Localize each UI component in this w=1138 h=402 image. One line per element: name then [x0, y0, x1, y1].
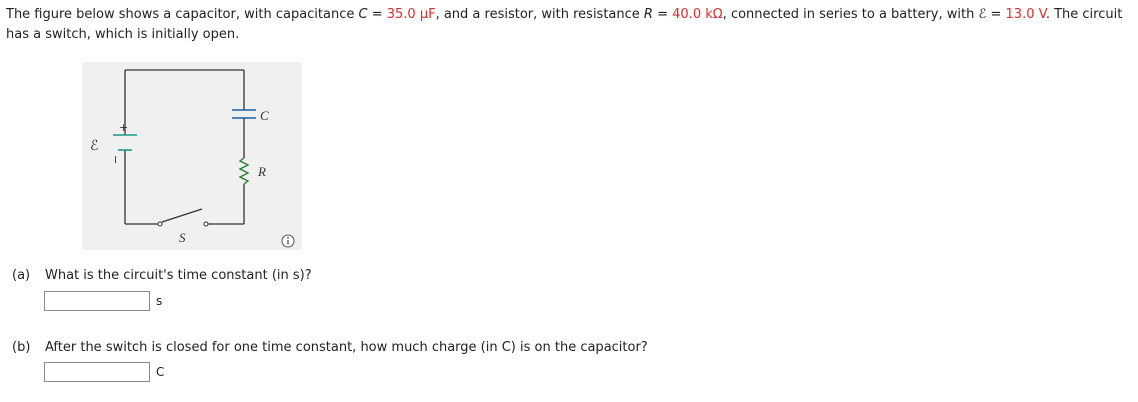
problem-statement [6, 5, 1134, 45]
circuit-diagram [82, 62, 302, 250]
emf-label: ℰ [90, 138, 99, 154]
switch-terminal-left [158, 222, 162, 226]
intro-text: = [986, 7, 1006, 22]
part-a-answer-row [44, 291, 162, 311]
info-circle-icon[interactable] [281, 233, 295, 252]
part-a-text: What is the circuit's time constant (in s)? [45, 268, 312, 283]
part-b-text: After the switch is closed for one time constant, how much charge (in C) is on the capacitor? [45, 340, 648, 355]
part-b-tag: (b) [12, 340, 31, 355]
part-b-question [12, 340, 648, 355]
intro-text: The figure below shows a capacitor, with capacitance [6, 7, 359, 22]
intro-text: , connected in series to a battery, with [722, 7, 979, 22]
part-b-answer-input[interactable] [44, 362, 150, 382]
resistance-value: 40.0 kΩ [672, 7, 723, 22]
resistor-zigzag [240, 158, 248, 184]
minus-label: − [109, 155, 122, 165]
capacitance-symbol: C [358, 7, 368, 22]
intro-text: = [652, 7, 673, 22]
intro-text: = [367, 7, 387, 22]
resistance-symbol: R [643, 7, 653, 22]
capacitor-label: C [260, 108, 269, 123]
part-b-answer-row [44, 362, 164, 382]
circuit-wires [125, 70, 244, 224]
part-a-tag: (a) [12, 268, 31, 283]
capacitance-value: 35.0 μF [386, 7, 436, 22]
emf-symbol: ℰ [978, 7, 987, 22]
circuit-figure [82, 62, 302, 250]
resistor-label: R [258, 164, 266, 179]
part-a-question [12, 268, 312, 283]
intro-text: . The circuit has a switch, which is initially open. [6, 7, 1123, 42]
switch-terminal-right [204, 222, 208, 226]
part-a-answer-input[interactable] [44, 291, 150, 311]
switch-blade [162, 209, 202, 222]
emf-value: 13.0 V [1005, 7, 1046, 22]
part-a-unit: s [156, 294, 163, 308]
part-b-unit: C [156, 365, 165, 379]
plus-label: + [119, 121, 129, 134]
switch-label: S [179, 230, 186, 245]
intro-text: , and a resistor, with resistance [435, 7, 644, 22]
